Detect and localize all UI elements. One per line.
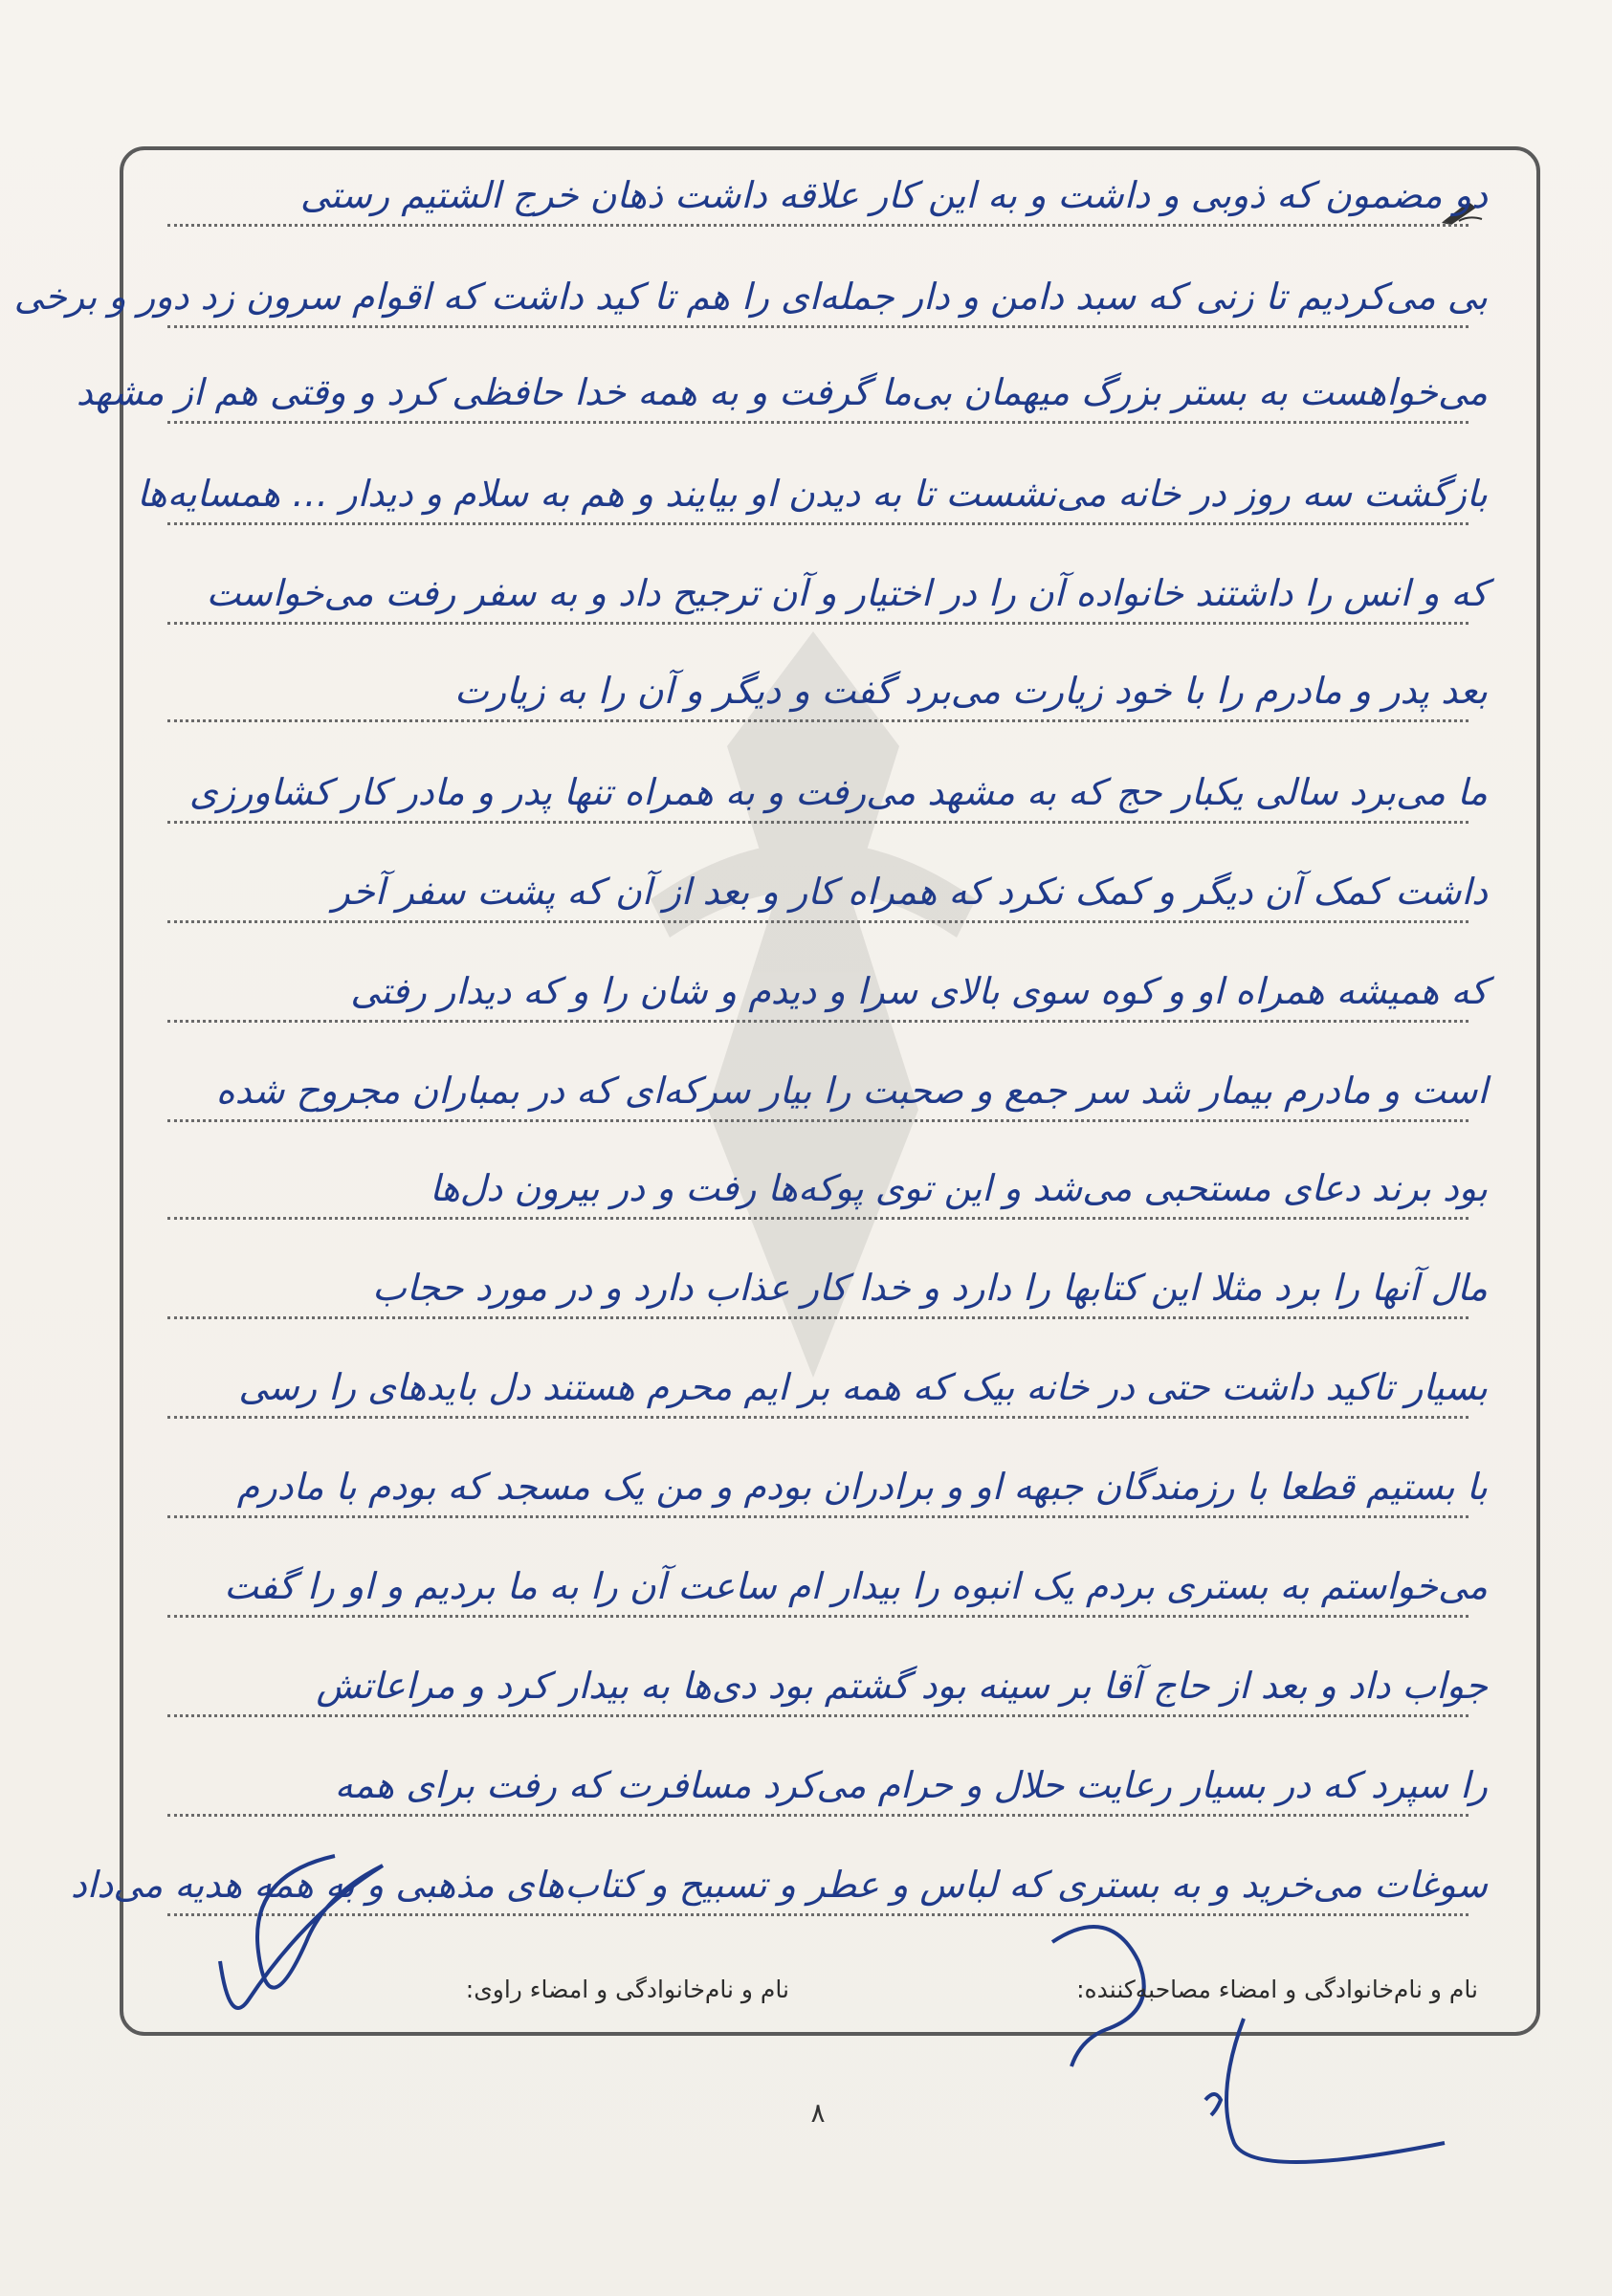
interviewer-signature-label: نام و نام‌خانوادگی و امضاء مصاحبه‌کننده: xyxy=(1076,1976,1478,2003)
page-number: ۸ xyxy=(810,2097,826,2129)
handwritten-line: بعد پدر و مادرم را با خود زیارت می‌برد گفت و دیگر و آن را به زیارت xyxy=(453,670,1488,712)
writing-line-rule xyxy=(167,1714,1468,1717)
writing-line-rule xyxy=(167,224,1468,227)
writing-line-rule xyxy=(167,1515,1468,1518)
writing-line-rule xyxy=(167,1020,1468,1023)
handwritten-line: دو مضمون که ذوبی و داشت و به این کار علاقه داشت ذهان خرج الشتیم رستی xyxy=(299,174,1488,216)
handwritten-line: جواب داد و بعد از حاج آقا بر سینه بود گشتم بود دی‌ها به بیدار کرد و مراعاتش xyxy=(316,1665,1488,1707)
handwritten-line: با بستیم قطعا با رزمندگان جبهه او و برادران بودم و من یک مسجد که بودم با مادرم xyxy=(236,1466,1488,1508)
handwritten-line: می‌خواستم به بستری بردم یک انبوه را بیدار ام ساعت آن را به ما بردیم و او را گفت xyxy=(224,1565,1488,1607)
handwritten-line: بسیار تاکید داشت حتی در خانه بیک که همه بر ایم محرم هستند دل بایدهای را رسی xyxy=(238,1366,1488,1408)
writing-line-rule xyxy=(167,1119,1468,1122)
writing-line-rule xyxy=(167,622,1468,625)
handwritten-line: سوغات می‌خرید و به بستری که لباس و عطر و تسبیح و کتاب‌های مذهبی و به همه هدیه می‌داد xyxy=(70,1864,1488,1906)
handwritten-line: را سپرد که در بسیار رعایت حلال و حرام می‌کرد مسافرت که رفت برای همه xyxy=(334,1764,1488,1806)
signature-mark xyxy=(191,1837,402,2038)
signature-mark xyxy=(995,1904,1454,2181)
writing-line-rule xyxy=(167,1416,1468,1419)
writing-line-rule xyxy=(167,1217,1468,1220)
handwritten-line: بازگشت سه روز در خانه می‌نشست تا به دیدن او بیایند و هم به سلام و دیدار … همسایه‌ها xyxy=(137,473,1488,515)
writing-line-rule xyxy=(167,1615,1468,1618)
writing-line-rule xyxy=(167,522,1468,525)
writing-line-rule xyxy=(167,920,1468,923)
narrator-signature-label: نام و نام‌خانوادگی و امضاء راوی: xyxy=(465,1976,789,2003)
writing-line-rule xyxy=(167,821,1468,824)
handwritten-line: داشت کمک آن دیگر و کمک نکرد که همراه کار و بعد از آن که پشت سفر آخر xyxy=(332,871,1488,913)
writing-line-rule xyxy=(167,1316,1468,1319)
handwritten-line: است و مادرم بیمار شد سر جمع و صحبت را بیار سرکه‌ای که در بمباران مجروح شده xyxy=(215,1070,1488,1112)
handwritten-line: می‌خواهست به بستر بزرگ میهمان بی‌ما گرفت و به همه خدا حافظی کرد و وقتی هم از مشهد xyxy=(76,371,1488,413)
writing-line-rule xyxy=(167,325,1468,328)
handwritten-line: ما می‌برد سالی یکبار حج که به مشهد می‌رفت و به همراه تنها پدر و مادر کار کشاورزی xyxy=(188,771,1488,813)
writing-line-rule xyxy=(167,1814,1468,1817)
handwritten-line: بی می‌کردیم تا زنی که سبد دامن و دار جمله‌ای را هم تا کید داشت که اقوام سرون زد دور و برخی xyxy=(13,276,1488,318)
handwritten-line: که و انس را داشتند خانواده آن را در اختیار و آن ترجیح داد و به سفر رفت می‌خواست xyxy=(206,572,1488,614)
writing-line-rule xyxy=(167,719,1468,722)
writing-line-rule xyxy=(167,421,1468,424)
handwritten-line: مال آنها را برد مثلا این کتابها را دارد و خدا کار عذاب دارد و در مورد حجاب xyxy=(372,1267,1488,1309)
handwritten-line: بود برند دعای مستحبی می‌شد و این توی پوکه‌ها رفت و در بیرون دل‌ها xyxy=(430,1167,1488,1209)
handwritten-line: که همیشه همراه او و کوه سوی بالای سرا و دیدم و شان را و که دیدار رفتی xyxy=(350,970,1488,1012)
